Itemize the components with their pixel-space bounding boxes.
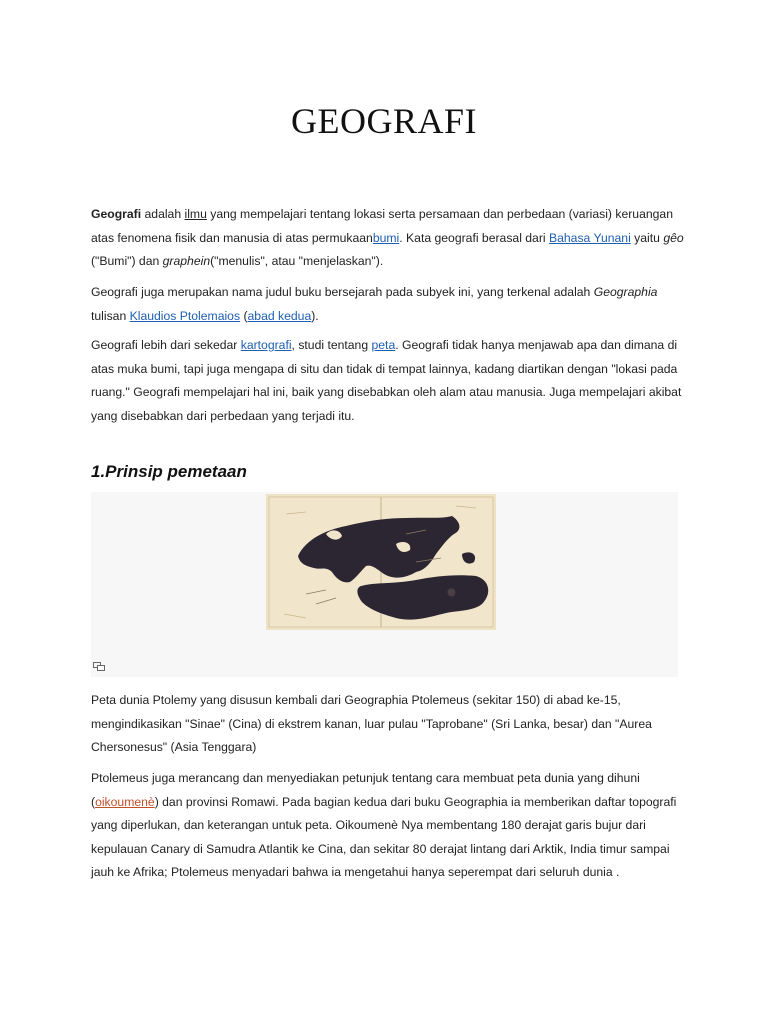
text-run: Ptolemeus juga merancang dan menyediakan petunjuk tentang cara membuat peta dunia yang dihuni ( bbox=[91, 771, 640, 809]
kartografi-paragraph bbox=[91, 334, 691, 428]
text-run: adalah bbox=[141, 207, 185, 221]
link-oikoumene[interactable]: oikoumenè bbox=[95, 794, 155, 809]
link-abad-kedua[interactable]: abad kedua bbox=[247, 308, 312, 323]
link-kartografi[interactable]: kartografi bbox=[240, 338, 292, 352]
text-run: yang mempelajari tentang lokasi serta persamaan dan perbedaan (variasi) keruangan atas fenomena fisik dan manusia di atas permukaan bbox=[91, 207, 673, 245]
link-bumi[interactable]: bumi bbox=[372, 230, 400, 245]
geographia-paragraph bbox=[91, 281, 691, 328]
text-run: . Kata geografi berasal dari bbox=[399, 230, 549, 245]
ptolemeus-paragraph bbox=[91, 767, 691, 885]
map-caption: Peta dunia Ptolemy yang disusun kembali dari Geographia Ptolemeus (sekitar 150) di abad ke-15, mengindikasikan "Sinae" (Cina) di ekstrem kanan, luar pulau "Taprobane" (Sri Lanka, besar) dan "Aurea Chersonesus" (Asia Tenggara) bbox=[91, 693, 652, 754]
text-run: yaitu bbox=[630, 230, 664, 245]
link-peta[interactable]: peta bbox=[371, 338, 396, 352]
ptolemy-world-map[interactable] bbox=[266, 494, 496, 630]
term-geo: gêo bbox=[663, 230, 684, 245]
term-geographia: Geographia bbox=[593, 285, 658, 299]
text-run: ("menulis", atau "menjelaskan"). bbox=[210, 254, 384, 268]
text-run: ("Bumi") dan bbox=[91, 254, 163, 268]
text-run: , studi tentang bbox=[291, 338, 372, 352]
intro-paragraph bbox=[91, 203, 691, 274]
text-run: Geografi lebih dari sekedar bbox=[91, 338, 241, 352]
term-graphein: graphein bbox=[162, 254, 211, 268]
text-run: ( bbox=[240, 308, 248, 323]
link-ilmu[interactable]: ilmu bbox=[184, 207, 207, 221]
link-bahasa-yunani[interactable]: Bahasa Yunani bbox=[549, 230, 631, 245]
text-run: Geografi juga merupakan nama judul buku bersejarah pada subyek ini, yang terkenal adalah bbox=[91, 285, 594, 299]
term-geografi: Geografi bbox=[91, 207, 142, 221]
page-title: GEOGRAFI bbox=[290, 101, 477, 141]
enlarge-icon[interactable] bbox=[93, 662, 105, 671]
text-run: tulisan bbox=[91, 308, 130, 323]
text-run: ). bbox=[311, 308, 319, 323]
text-run: . Geografi tidak hanya menjawab apa dan dimana di atas muka bumi, tapi juga mengapa di situ dan tidak di tempat lainnya, kadang diartikan dengan "lokasi pada ruang." Geografi mempelajari hal ini, baik yang disebabkan oleh alam atau manusia. Juga mempelajari akibat yang disebabkan dari perbedaan yang terjadi itu. bbox=[91, 338, 682, 423]
text-run: ) dan provinsi Romawi. Pada bagian kedua dari buku Geographia ia memberikan daftar topografi yang diperlukan, dan keterangan untuk peta. Oikoumenè Nya membentang 180 derajat garis bujur dari kepulauan Canary di Samudra Atlantik ke Cina, dan sekitar 80 derajat lintang dari Arktik, India timur sampai jauh ke Afrika; Ptolemeus menyadari bahwa ia mengetahui hanya seperempat dari seluruh dunia . bbox=[91, 794, 677, 879]
section-heading: 1.Prinsip pemetaan bbox=[91, 462, 247, 481]
figure-container bbox=[91, 492, 678, 677]
link-klaudios-ptolemaios[interactable]: Klaudios Ptolemaios bbox=[129, 308, 241, 323]
